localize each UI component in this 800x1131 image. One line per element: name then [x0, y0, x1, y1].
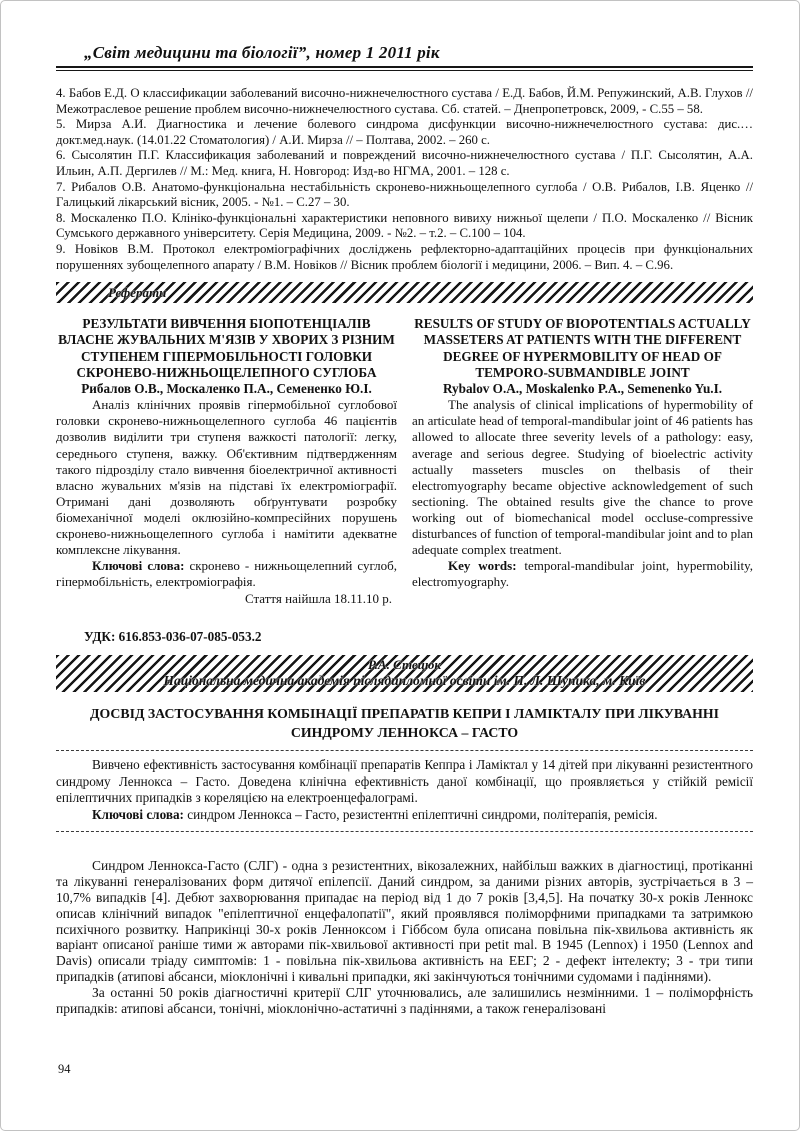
- abstract-ua-authors: Рибалов О.В., Москаленко П.А., Семененко Ю.І.: [81, 380, 372, 396]
- page-number: 94: [58, 1062, 71, 1076]
- reference-item: 9. Новіков В.М. Протокол електроміографічних досліджень рефлекторно-адаптаційних процесів при функціональних порушеннях зубощелепного апарату / В.М. Новіков // Вісник проблем біології і медицини, 2006. – Вип. 4. – С.96.: [56, 242, 753, 272]
- body-paragraph: За останні 50 років діагностичні критерії СЛГ уточнювались, але залишились незмінними. 1 – поліморфність припадків: атипові абсанси, тонічні, міоклонічно-астатичні з падіннями, а також генералізовані: [56, 985, 753, 1017]
- keywords-label: Ключові слова:: [92, 558, 185, 574]
- keywords-label: Key words:: [448, 558, 517, 574]
- abstract-ua-keywords: [56, 558, 397, 590]
- abstract-ua-body: Аналіз клінічних проявів гіпермобільної суглобової головки скронево-нижньощелепного суглоба 46 пацієнтів дозволив виділити три ступеня важкості патології: легку, середнього ступеня, важку. Об'єктивним підтвердженням такого підрозділу стало вивчення біоелектричної активності власно жувальних м'язів на підставі їх електроміографії. Отримані дані дозволяють обґрунтувати розробку біомеханічної моделі оклюзійно-компресійних порушень скронево-нижньощелепного суглоба і намітити адекватне комплексне лікування.: [56, 397, 397, 558]
- article-summary: Вивчено ефективність застосування комбінації препаратів Кеппра і Ламіктал у 14 дітей при лікуванні резистентного синдрому Леннокса – Гасто. Доведена клінічна ефективність даної комбінації, що проявляється у стійкій ремісії епілептичних припадків з кореляцією на електроенцефалограмі.: [56, 757, 753, 806]
- received-date: Стаття наійшла 18.11.10 р.: [244, 590, 392, 606]
- page-header: [56, 43, 753, 71]
- abstract-ua-column: [56, 316, 397, 607]
- references-list: [56, 86, 753, 273]
- reference-item: 7. Рибалов О.В. Анатомо-функціональна нестабільність скронево-нижньощелепного суглоба / О.В. Рибалов, І.В. Яценко // Галицький лікарський вісник, 2005. - №1. – С.27 – 30.: [56, 179, 753, 210]
- referats-hatched-banner: [56, 282, 753, 303]
- reference-item: 8. Москаленко П.О. Клініко-функціональні характеристики неповного вивиху нижньої щелепи / П.О. Москаленко // Вісник Сумського державного університету. Серія Медицина, 2009. - №2. – т.2. – С.100 – 104.: [56, 210, 753, 241]
- reference-item: 6. Сысолятин П.Г. Классификация заболеваний и повреждений височно-нижнечелюстного сустава / П.Г. Сысолятин, А.А. Ильин, А.П. Дергилев // М.: Мед. книга, Н. Новгород: Изд-во НГМА, 2001. – 128 с.: [56, 148, 753, 179]
- article-author: Р.А. Стецюк: [368, 657, 441, 673]
- author-hatched-banner: [56, 655, 753, 692]
- keywords-text: синдром Леннокса – Гасто, резистентні епілептичні синдроми, політерапія, ремісія.: [187, 806, 658, 822]
- keywords-text: скронево - нижньощелепний суглоб, гіпермобільність, електроміографія.: [56, 558, 397, 590]
- abstracts-section: [56, 316, 753, 607]
- reference-item: 5. Мирза А.И. Диагностика и лечение болевого синдрома дисфункции височно-нижнечелюстного сустава: дис.…докт.мед.наук. (14.01.22 Стоматология) / А.И. Мирза // – Полтава, 2002. – 260 с.: [56, 117, 753, 147]
- article-body: [56, 858, 753, 1017]
- article-summary-block: [56, 750, 753, 831]
- article-affiliation: Національна медична академія післядипломної освіти ім. П. Л. Шупика, м. Київ: [163, 672, 646, 688]
- reference-item: 4. Бабов Е.Д. О классификации заболеваний височно-нижнечелюстного сустава / Е.Д. Бабов, Й.М. Репужинский, А.В. Глухов // Межотраслевое решение проблем височно-нижнечелюстного сустава. Сб. статей. – Днепропетровск, 2009, - С.55 – 58.: [56, 86, 753, 116]
- article-title: ДОСВІД ЗАСТОСУВАННЯ КОМБІНАЦІЇ ПРЕПАРАТІВ КЕПРИ І ЛАМІКТАЛУ ПРИ ЛІКУВАННІ СИНДРОМУ ЛЕННОКСА – ГАСТО: [90, 706, 719, 740]
- abstract-en-keywords: [412, 558, 753, 590]
- abstract-en-body: The analysis of clinical implications of hypermobility of an articulate head of temporal-mandibular joint of 46 patients has allowed to allocate three severity levels of a pathology: easy, average and serious degree. Studying of bioelectric activity actually masseters muscles on thelbasis of their electromyography became objective acknowledgement of such sectioning. The obtained results give the chance to prove working out of biomechanical model occluse-compressive disturbances of function of temporal-mandibular joint and to plan adequate complex treatment.: [412, 397, 753, 558]
- abstract-en-title: RESULTS OF STUDY OF BIOPOTENTIALS ACTUALLY MASSETERS AT PATIENTS WITH THE DIFFERENT DEGREE OF HYPERMOBILITY OF HEAD OF TEMPORO-SUBMANDIBLE JOINT: [414, 316, 751, 380]
- header-double-rule: [56, 66, 753, 71]
- body-paragraph: Синдром Леннокса-Гасто (СЛГ) - одна з резистентних, вікозалежних, найбільш важких в діагностиці, протіканні та лікуванні генералізованих форм дитячої епілепсії. Даний синдром, за даними різних авторів, зустрічається в 3 – 10,7% випадків [4]. Дебют захворювання припадає на період від 1 до 7 років [3,4,5]. На початку 30-х років Леннокс описав клінічний випадок "епілептичної енцефалопатії", який проявлявся поліморфними припадками та затримкою психічного розвитку. Наприкінці 30-х років Ленноксом і Гіббсом була описана повільна пік-хвильова активність як варіант описаної раніше тими ж авторами пік-хвильової активності при petit mal. В 1945 (Lennox) і 1950 (Lennox and Davis) описали тріаду симптомів: 1 - повільна пік-хвильова активність на ЕЕГ; 2 - дефект інтелекту; 3 - три типи припадків (атипові абсанси, міоклонічні і кивальні припадки, які закінчуються тонічними судомами і падіннями).: [56, 857, 753, 985]
- keywords-label: Ключові слова:: [92, 806, 184, 822]
- referats-label: Реферати: [108, 284, 167, 300]
- abstract-en-authors: Rybalov O.A., Moskalenko P.A., Semenenko Yu.I.: [442, 380, 723, 396]
- abstract-ua-title: РЕЗУЛЬТАТИ ВИВЧЕННЯ БІОПОТЕНЦІАЛІВ ВЛАСНЕ ЖУВАЛЬНИХ М'ЯЗІВ У ХВОРИХ З РІЗНИМ СТУПЕНЕМ ГІПЕРМОБІЛЬНОСТІ ГОЛОВКИ СКРОНЕВО-НИЖНЬОЩЕЛЕПНОГО СУГЛОБА: [58, 316, 395, 380]
- udc-code: УДК: 616.853-036-07-085-053.2: [84, 629, 262, 645]
- keywords-text: temporal-mandibular joint, hypermobility, electromyography.: [412, 558, 753, 590]
- journal-title: „Світ медицини та біології”, номер 1 2011 рік: [84, 43, 440, 62]
- abstract-en-column: [412, 316, 753, 607]
- article-keywords: [56, 807, 753, 823]
